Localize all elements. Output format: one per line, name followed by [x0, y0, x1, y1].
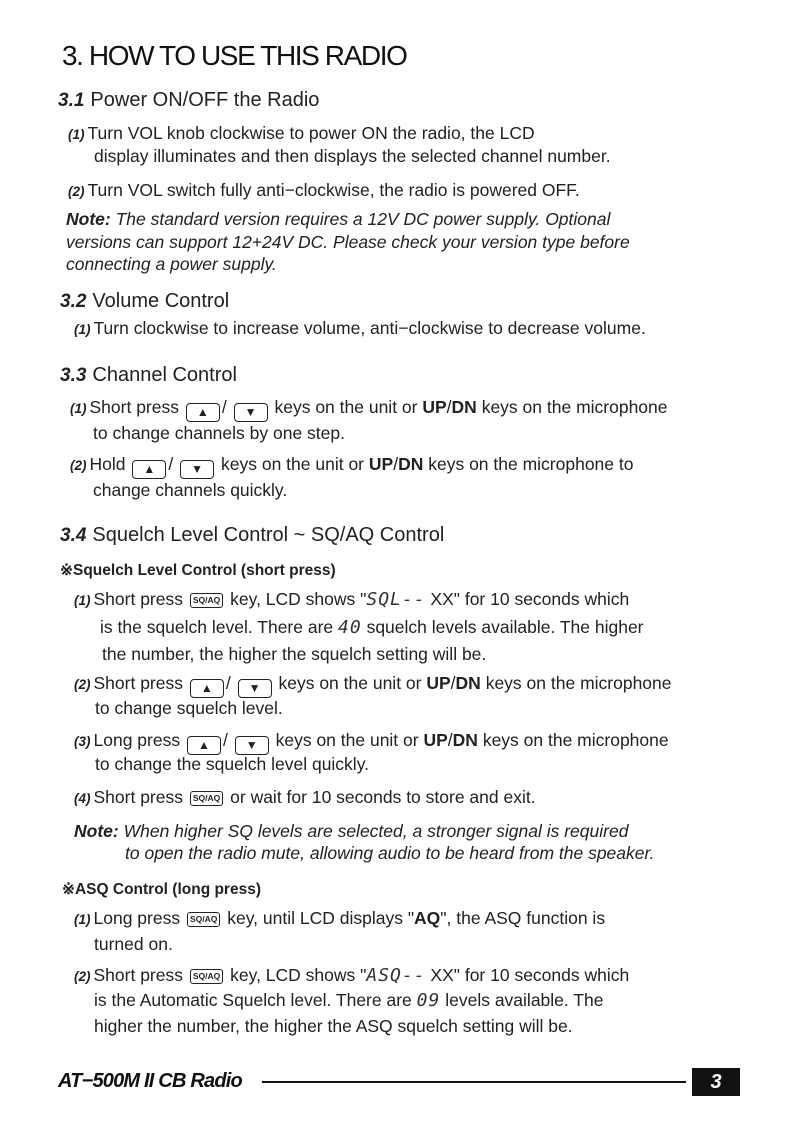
slash: /: [222, 730, 228, 750]
section-number: 3.3: [60, 365, 87, 386]
lcd-asq-level-count: 09: [416, 990, 441, 1011]
item-number: (1): [74, 322, 91, 337]
item-text: Short press: [93, 673, 183, 693]
up-label: UP: [423, 730, 448, 750]
down-key-icon: ▼: [234, 403, 268, 422]
up-key-icon: ▲: [132, 460, 166, 479]
up-label: UP: [426, 673, 451, 693]
down-key-icon: ▼: [238, 679, 272, 698]
item-number: (2): [74, 677, 91, 692]
sq-aq-key-icon: SQ/AQ: [190, 791, 223, 806]
item-number: (1): [74, 593, 91, 608]
down-key-icon: ▼: [235, 736, 269, 755]
asq-item1-line1: [74, 908, 605, 929]
item-text: Long press: [93, 908, 181, 928]
page-number: 3: [692, 1068, 740, 1096]
asq-item1-line2: turned on.: [94, 934, 173, 954]
item-text: keys on the microphone to: [428, 454, 634, 474]
item-text: Hold: [89, 454, 126, 474]
item-text: XX" for 10 seconds which: [430, 589, 630, 609]
section-title: Power ON/OFF the Radio: [90, 89, 320, 111]
slash: /: [225, 673, 231, 693]
dn-label: DN: [452, 730, 478, 750]
s34-item4: [74, 787, 536, 808]
sq-aq-key-icon: SQ/AQ: [190, 593, 223, 608]
note-label: Note:: [74, 821, 119, 841]
s34-note-line1: [74, 821, 628, 842]
aq-label: AQ: [414, 908, 441, 928]
s34-item1-line1: [74, 589, 629, 610]
item-text: Short press: [93, 787, 183, 807]
s31-item2: [68, 180, 580, 201]
s34-item1-line3: the number, the higher the squelch setting will be.: [102, 644, 487, 664]
section-3-1-heading: [58, 89, 319, 112]
s34-item2-line1: (2) Short press ▲ / ▼ keys on the unit or UP/DN keys on the microphone: [74, 673, 672, 698]
up-key-icon: ▲: [186, 403, 220, 422]
squelch-subheading: ※Squelch Level Control (short press): [60, 562, 336, 579]
item-text: keys on the unit or: [221, 454, 364, 474]
item-text: or wait for 10 seconds to store and exit.: [230, 787, 536, 807]
up-label: UP: [422, 397, 447, 417]
asq-item2-line3: higher the number, the higher the ASQ squelch setting will be.: [94, 1016, 573, 1036]
note-text: The standard version requires a 12V DC power supply. Optional: [110, 209, 611, 229]
section-3-3-heading: [60, 364, 237, 387]
item-text: key, LCD shows ": [230, 589, 367, 609]
item-number: (1): [74, 912, 91, 927]
footer-model-name: AT−500M II CB Radio: [58, 1070, 242, 1092]
item-text: is the Automatic Squelch level. There are: [94, 990, 412, 1010]
item-text: key, LCD shows ": [230, 965, 367, 985]
asq-item2-line2: [94, 990, 603, 1011]
item-text: is the squelch level. There are: [100, 617, 334, 637]
s33-item1-line2: to change channels by one step.: [93, 423, 345, 443]
s33-item2-line1: (2) Hold ▲ / ▼ keys on the unit or UP/DN keys on the microphone to: [70, 454, 633, 479]
item-number: (1): [70, 401, 87, 416]
lcd-sql-readout: SQL--: [366, 589, 426, 610]
down-key-icon: ▼: [180, 460, 214, 479]
s31-note-line1: [66, 209, 610, 230]
sq-aq-key-icon: SQ/AQ: [190, 969, 223, 984]
item-number: (2): [74, 969, 91, 984]
up-key-icon: ▲: [187, 736, 221, 755]
item-text: XX" for 10 seconds which: [430, 965, 630, 985]
item-text: squelch levels available. The higher: [366, 617, 644, 637]
item-text: keys on the unit or: [278, 673, 422, 693]
section-title: Channel Control: [92, 364, 237, 386]
item-text: Turn VOL knob clockwise to power ON the radio, the LCD: [87, 123, 535, 143]
s31-item1-line1: [68, 123, 535, 144]
item-number: (1): [68, 127, 85, 142]
item-number: (3): [74, 734, 91, 749]
item-text: Turn VOL switch fully anti−clockwise, the radio is powered OFF.: [87, 180, 580, 200]
s34-item3-line2: to change the squelch level quickly.: [95, 754, 370, 774]
item-text: Turn clockwise to increase volume, anti−clockwise to decrease volume.: [93, 318, 646, 338]
item-number: (2): [70, 458, 87, 473]
item-text: keys on the unit or: [274, 397, 418, 417]
dn-label: DN: [455, 673, 481, 693]
section-number: 3.1: [58, 90, 85, 111]
s33-item2-line2: change channels quickly.: [93, 480, 288, 500]
section-title: Volume Control: [92, 290, 230, 312]
dn-label: DN: [398, 454, 424, 474]
up-key-icon: ▲: [190, 679, 224, 698]
lcd-level-count: 40: [338, 617, 362, 638]
item-text: Short press: [89, 397, 179, 417]
s34-note-line2: to open the radio mute, allowing audio to be heard from the speaker.: [125, 843, 655, 863]
s31-item1-line2: display illuminates and then displays the selected channel number.: [94, 146, 611, 166]
sq-aq-key-icon: SQ/AQ: [187, 912, 220, 927]
item-text: keys on the unit or: [275, 730, 419, 750]
s34-item3-line1: (3) Long press ▲ / ▼ keys on the unit or UP/DN keys on the microphone: [74, 730, 669, 755]
item-text: Short press: [93, 965, 183, 985]
item-text: Short press: [93, 589, 183, 609]
item-text: key, until LCD displays ": [227, 908, 415, 928]
slash: /: [221, 397, 227, 417]
item-number: (4): [74, 791, 91, 806]
up-label: UP: [368, 454, 394, 474]
footer-rule: [262, 1081, 686, 1083]
dn-label: DN: [451, 397, 477, 417]
s33-item1-line1: (1) Short press ▲ / ▼ keys on the unit or UP/DN keys on the microphone: [70, 397, 668, 422]
s32-item1: [74, 318, 646, 339]
asq-subheading: ※ASQ Control (long press): [62, 881, 261, 898]
s31-note-line2: versions can support 12+24V DC. Please check your version type before: [66, 232, 630, 252]
section-number: 3.4: [60, 525, 87, 546]
asq-item2-line1: [74, 965, 629, 986]
item-text: keys on the microphone: [481, 397, 668, 417]
item-text: Long press: [93, 730, 181, 750]
page-title: 3. HOW TO USE THIS RADIO: [62, 40, 407, 71]
section-3-2-heading: [60, 290, 229, 313]
item-text: keys on the microphone: [482, 730, 669, 750]
section-3-4-heading: [60, 524, 444, 547]
item-text: ", the ASQ function is: [440, 908, 606, 928]
s31-note-line3: connecting a power supply.: [66, 254, 277, 274]
item-number: (2): [68, 184, 85, 199]
note-label: Note:: [66, 209, 111, 229]
s34-item1-line2: [100, 617, 644, 638]
section-title: Squelch Level Control ~ SQ/AQ Control: [92, 524, 445, 546]
note-text: When higher SQ levels are selected, a stronger signal is required: [118, 821, 629, 841]
s34-item2-line2: to change squelch level.: [95, 698, 283, 718]
slash: /: [168, 454, 174, 474]
section-number: 3.2: [60, 291, 87, 312]
item-text: keys on the microphone: [485, 673, 672, 693]
lcd-asq-readout: ASQ--: [366, 965, 426, 986]
item-text: levels available. The: [445, 990, 604, 1010]
